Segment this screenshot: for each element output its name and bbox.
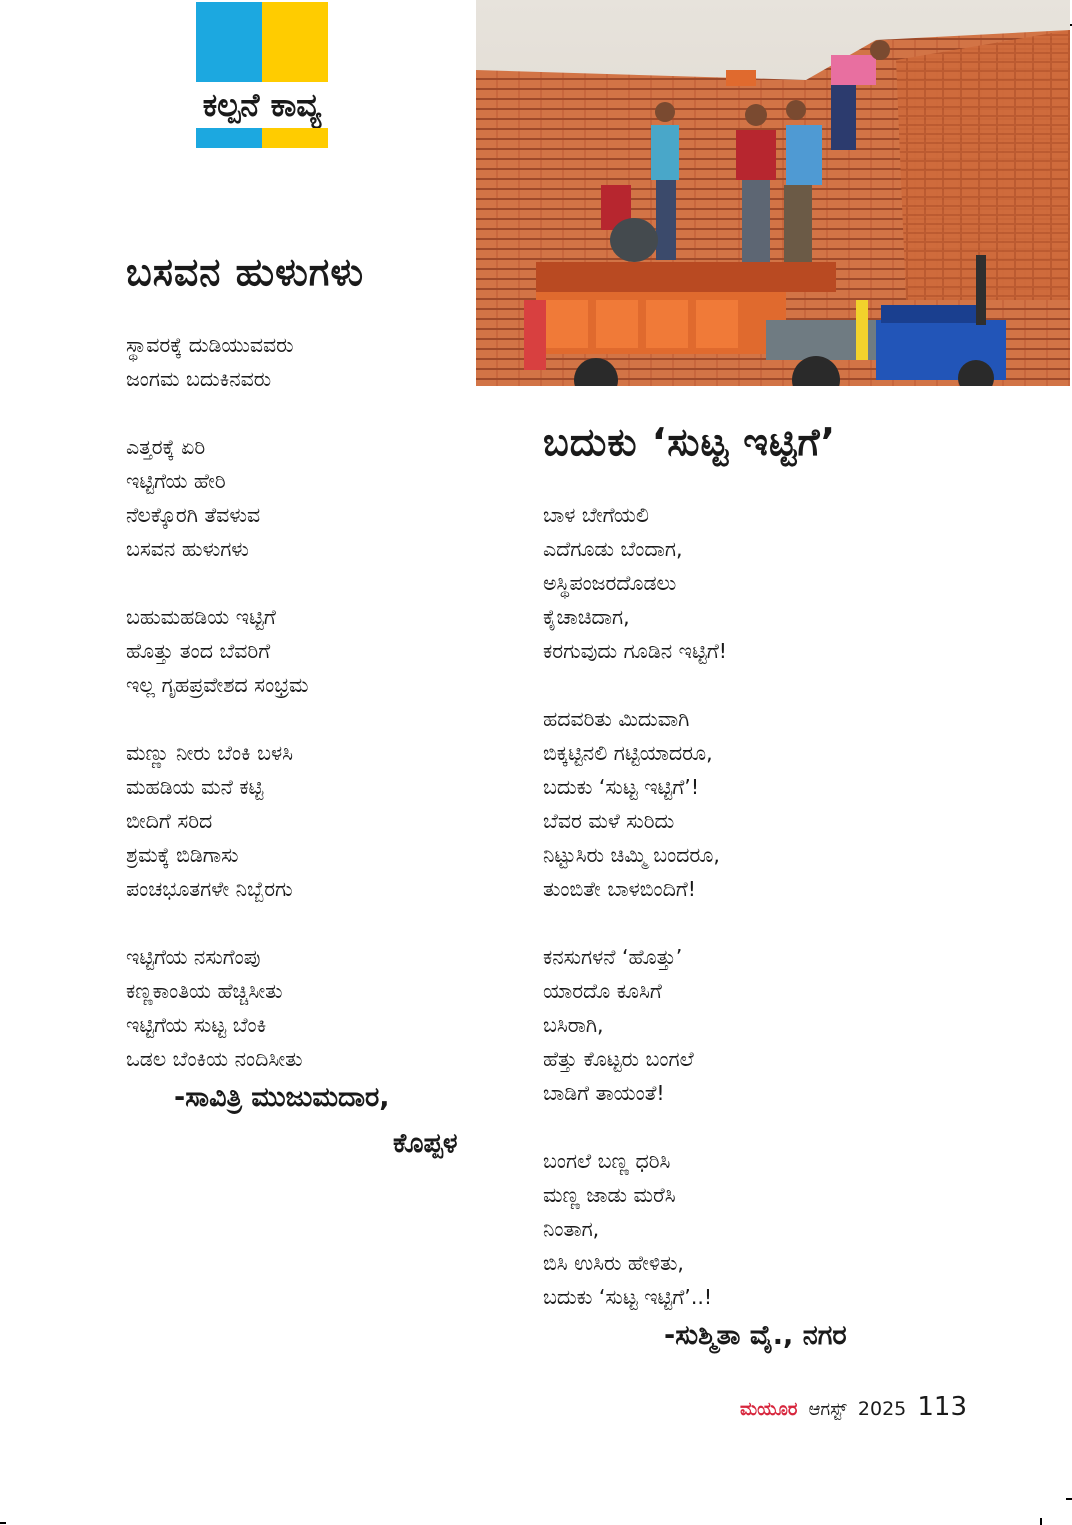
poem-left-body [126, 328, 486, 1110]
poem-line: ಬಹುಮಹಡಿಯ ಇಟ್ಟಿಗೆ [126, 605, 276, 629]
magazine-brand: ಮಯೂರ [740, 1399, 798, 1420]
poem-line: ಹೆತ್ತು ಕೊಟ್ಟರು ಬಂಗಲೆ [543, 1047, 694, 1071]
logo-text: ಕಲ್ಪನೆ ಕಾವ್ಯ [182, 82, 342, 128]
brick-workers-illustration [476, 0, 1070, 386]
crop-mark-bottom-right [1040, 1518, 1042, 1525]
poem-line: ಒಡಲ ಬೆಂಕಿಯ ನಂದಿಸೀತು [126, 1047, 303, 1071]
poem-line: ಶ್ರಮಕ್ಕೆ ಬಿಡಿಗಾಸು [126, 843, 239, 867]
poem-left-author-name: -ಸಾವಿತ್ರಿ ಮುಜುಮದಾರ, [174, 1082, 390, 1113]
crop-mark-right-bottom [1066, 1498, 1072, 1500]
poem-left-stanza-3 [126, 600, 486, 702]
poem-right-stanza-2 [543, 702, 1013, 906]
poem-line: ನಿಂತಾಗ, [543, 1217, 600, 1241]
logo-blue-block [196, 2, 262, 82]
poem-line: ಇಟ್ಟಿಗೆಯ ನಸುಗೆಂಪು [126, 945, 261, 969]
poem-line: ಇಟ್ಟಿಗೆಯ ಹೇರಿ [126, 469, 226, 493]
poem-left-author-place: ಕೊಪ್ಪಳ [393, 1128, 458, 1159]
poem-line: ಕಣ್ಣಕಾಂತಿಯ ಹೆಚ್ಚಿಸೀತು [126, 979, 283, 1003]
poem-line: ಸ್ಥಾವರಕ್ಕೆ ದುಡಿಯುವವರು [126, 333, 294, 357]
poem-line: ಬಾಳ ಬೇಗೆಯಲಿ [543, 503, 649, 527]
poem-line: ಬಿಕ್ಕಟ್ಟಿನಲಿ ಗಟ್ಟಿಯಾದರೂ, [543, 741, 713, 765]
poem-line: ನಿಟ್ಟುಸಿರು ಚಿಮ್ಮಿ ಬಂದರೂ, [543, 843, 720, 867]
kalpane-kavya-logo [196, 2, 328, 148]
poem-line: ಹೊತ್ತು ತಂದ ಬೆವರಿಗೆ [126, 639, 271, 663]
logo-yellow-strip [262, 128, 328, 148]
poem-line: ಬೆವರ ಮಳೆ ಸುರಿದು [543, 809, 675, 833]
poem-line: ಕರಗುವುದು ಗೂಡಿನ ಇಟ್ಟಿಗೆ! [543, 639, 727, 663]
poem-line: ಬೀದಿಗೆ ಸರಿದ [126, 809, 213, 833]
poem-line: ಮಣ್ಣು ನೀರು ಬೆಂಕಿ ಬಳಸಿ [126, 741, 294, 765]
poem-line: ಕೈಚಾಚಿದಾಗ, [543, 605, 630, 629]
poem-left-stanza-5 [126, 940, 486, 1076]
poem-line: ಇಲ್ಲ ಗೃಹಪ್ರವೇಶದ ಸಂಭ್ರಮ [126, 673, 309, 697]
crop-mark-bottom-left [0, 1522, 6, 1524]
brick-workers-photo [476, 0, 1070, 386]
issue-year: 2025 [857, 1398, 907, 1420]
poem-line: ಮಹಡಿಯ ಮನೆ ಕಟ್ಟಿ [126, 775, 264, 799]
poem-right-title: ಬದುಕು ‘ಸುಟ್ಟ ಇಟ್ಟಿಗೆ’ [543, 420, 837, 464]
poem-line: ಬಿಸಿ ಉಸಿರು ಹೇಳಿತು, [543, 1251, 684, 1275]
poem-line: ಜಂಗಮ ಬದುಕಿನವರು [126, 367, 272, 391]
issue-month: ಆಗಸ್ಟ್ [808, 1399, 847, 1420]
poem-left-stanza-2 [126, 430, 486, 566]
poem-left-stanza-4 [126, 736, 486, 906]
poem-line: ಎತ್ತರಕ್ಕೆ ಏರಿ [126, 435, 206, 459]
logo-blue-strip [196, 128, 262, 148]
poem-line: ಕನಸುಗಳನೆ ‘ಹೊತ್ತು’ [543, 945, 683, 969]
poem-line: ಮಣ್ಣ ಜಾಡು ಮರೆಸಿ [543, 1183, 676, 1207]
page-number: 113 [917, 1392, 967, 1422]
poem-line: ತುಂಬಿತೇ ಬಾಳಬಿಂದಿಗೆ! [543, 877, 696, 901]
poem-left-stanza-1 [126, 328, 486, 396]
poem-line: ಬಾಡಿಗೆ ತಾಯಂತೆ! [543, 1081, 665, 1105]
poem-line: ನೆಲಕ್ಕೊರಗಿ ತೆವಳುವ [126, 503, 261, 527]
poem-line: ಬದುಕು ‘ಸುಟ್ಟ ಇಟ್ಟಿಗೆ’..! [543, 1285, 713, 1309]
poem-line: ಬದುಕು ‘ಸುಟ್ಟ ಇಟ್ಟಿಗೆ’! [543, 775, 700, 799]
poem-line: ಬಂಗಲೆ ಬಣ್ಣ ಧರಿಸಿ [543, 1149, 671, 1173]
poem-line: ಅಸ್ಥಿಪಂಜರದೊಡಲು [543, 571, 677, 595]
poem-line: ಇಟ್ಟಿಗೆಯ ಸುಟ್ಟ ಬೆಂಕಿ [126, 1013, 267, 1037]
poem-line: ಬಸಿರಾಗಿ, [543, 1013, 604, 1037]
poem-right-author: -ಸುಶ್ಮಿತಾ ವೈ., ನಗರ [664, 1320, 847, 1351]
logo-yellow-block [262, 2, 328, 82]
poem-right-stanza-3 [543, 940, 1013, 1110]
poem-line: ಯಾರದೊ ಕೂಸಿಗೆ [543, 979, 662, 1003]
poem-right-stanza-4 [543, 1144, 1013, 1314]
poem-right-stanza-1 [543, 498, 1013, 668]
poem-left-title: ಬಸವನ ಹುಳುಗಳು [126, 250, 365, 294]
poem-line: ಹದವರಿತು ಮಿದುವಾಗಿ [543, 707, 690, 731]
poem-line: ಎದೆಗೂಡು ಬೆಂದಾಗ, [543, 537, 683, 561]
poem-line: ಪಂಚಭೂತಗಳೇ ನಿಬ್ಬೆರಗು [126, 877, 293, 901]
page-footer [740, 1392, 967, 1422]
poem-line: ಬಸವನ ಹುಳುಗಳು [126, 537, 249, 561]
poem-right-body [543, 498, 1013, 1348]
